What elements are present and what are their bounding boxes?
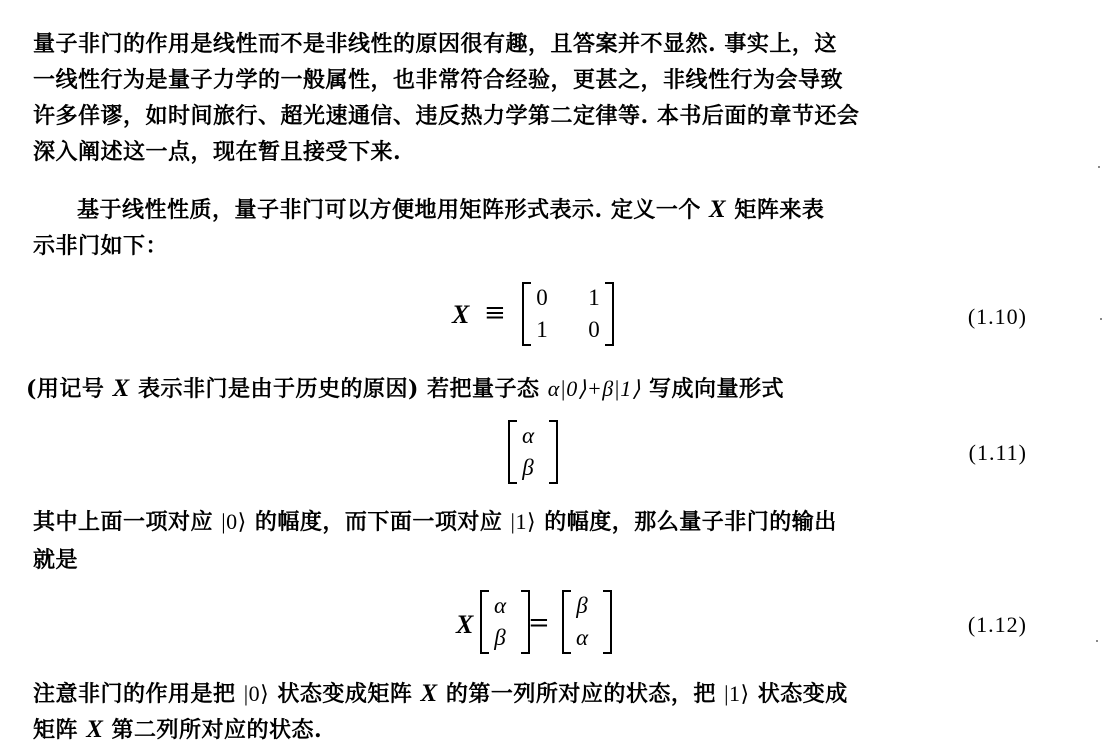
eq112-in-bottom: β [494,625,506,650]
paragraph3-text-c: 写成向量形式 [649,376,785,402]
eq110-matrix [522,282,614,346]
paragraph5-text-c: 的第一列所对应的状态，把 [445,681,716,707]
eq110-equiv: ≡ [484,298,506,328]
scan-speck [1098,166,1100,168]
eq110-r2c2: 0 [588,317,600,342]
eq112-in-top: α [493,593,507,618]
eq111-number: (1.11) [968,440,1027,465]
paragraph1-line2: 一线性行为是量子力学的一般属性，也非常符合经验，更甚之，非线性行为会导致 [33,67,844,93]
paragraph5-line1 [33,680,848,708]
paragraph4-ket0: |0⟩ [221,509,247,534]
paragraph5-line2 [33,716,322,744]
paragraph4-ket1: |1⟩ [510,509,537,534]
paragraph2-line2: 示非门如下： [33,233,169,259]
paragraph1-line1: 量子非门的作用是线性而不是非线性的原因很有趣，且答案并不显然. 事实上，这 [33,31,837,57]
paragraph5-text-d: 状态变成 [757,681,848,707]
paragraph4-line2: 就是 [33,547,79,573]
paragraph1-line4: 深入阐述这一点，现在暂且接受下来. [33,139,402,165]
paragraph4-line1 [33,508,837,536]
eq110-lhs: X [452,300,470,329]
equation-1-10 [0,282,1117,352]
paragraph5-line2-a: 矩阵 [33,717,79,743]
paragraph2-line1 [77,196,824,224]
eq111-top: α [521,423,535,448]
eq112-equals: = [528,608,550,638]
eq110-r2c1: 1 [536,317,548,342]
eq110-number: (1.10) [967,304,1027,329]
eq111-bottom: β [522,455,534,480]
paragraph4-text-c: 的幅度，那么量子非门的输出 [544,509,837,535]
paragraph5-text-b: 状态变成矩阵 [277,681,413,707]
paragraph4-text-b: 的幅度，而下面一项对应 [254,509,503,535]
paragraph5-text-a: 注意非门的作用是把 [33,681,236,707]
paragraph5-ket0: |0⟩ [243,681,270,706]
eq112-out-bottom: α [575,625,589,650]
paragraph2-text-a: 基于线性性质，量子非门可以方便地用矩阵形式表示. 定义一个 [77,197,701,223]
eq111-vector [508,420,558,484]
paragraph3-state: α|0⟩+β|1⟩ [547,376,641,401]
paragraph3-x: X [112,375,130,402]
scan-speck [1096,640,1098,642]
paragraph5-line2-b: 第二列所对应的状态. [111,717,323,743]
eq112-input-vector [480,590,530,654]
equation-1-12 [0,590,1117,660]
eq110-r1c2: 1 [588,285,600,310]
eq110-r1c1: 0 [536,285,548,310]
paragraph3-text-a: (用记号 [26,376,105,402]
eq112-number: (1.12) [967,612,1027,637]
eq112-out-top: β [576,593,588,618]
equation-1-11 [0,420,1117,490]
paragraph2-text-b: 矩阵来表 [734,197,825,223]
paragraph5-ket1: |1⟩ [724,681,750,706]
paragraph4-text-a: 其中上面一项对应 [33,509,214,535]
scan-speck [1100,318,1102,320]
paragraph5-x1: X [420,680,438,707]
paragraph5-x2: X [86,716,104,743]
eq112-output-vector [562,590,612,654]
paragraph1-line3: 许多佯谬，如时间旅行、超光速通信、违反热力学第二定律等. 本书后面的章节还会 [33,103,860,129]
paragraph3-text-b: 表示非门是由于历史的原因) 若把量子态 [137,376,540,402]
matrix-x-symbol: X [709,196,727,223]
paragraph3-line1 [26,375,784,403]
eq112-lhs: X [456,610,474,639]
